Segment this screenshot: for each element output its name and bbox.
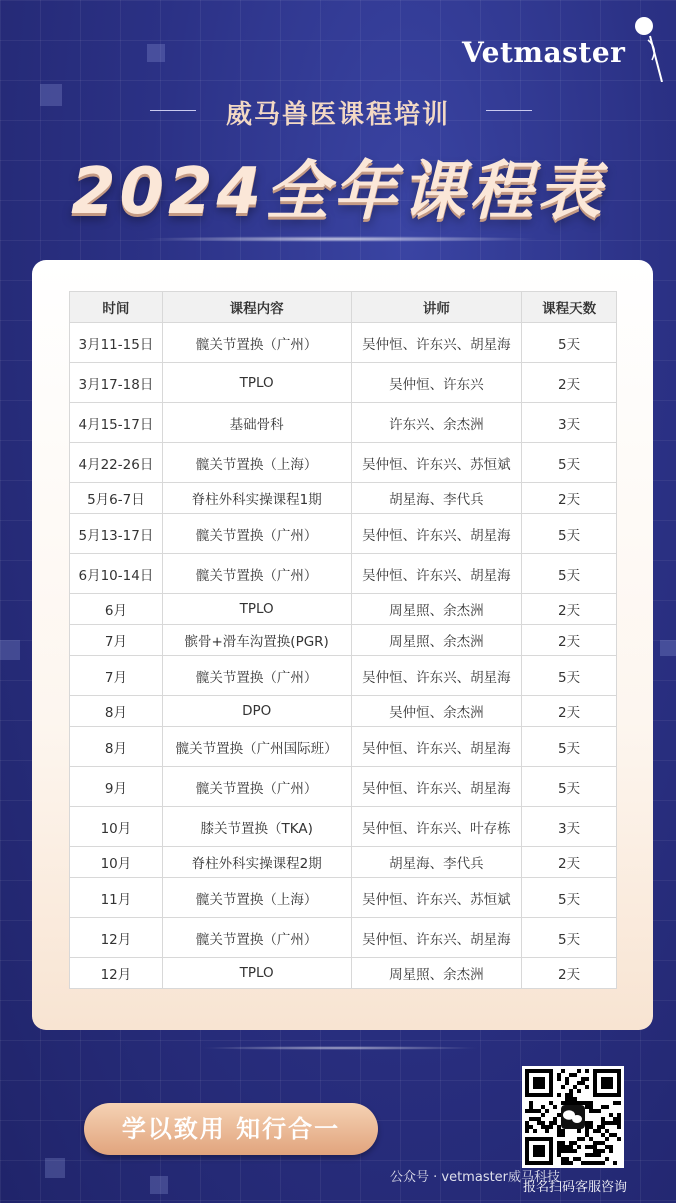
table-row — [70, 918, 617, 958]
cell-course: DPO — [162, 696, 351, 727]
cell-days: 2天 — [522, 625, 617, 656]
cell-days: 5天 — [522, 727, 617, 767]
table-row — [70, 514, 617, 554]
page-title: 2024全年课程表 — [70, 155, 606, 229]
cell-instructor: 许东兴、余杰洲 — [351, 403, 522, 443]
cell-days: 5天 — [522, 554, 617, 594]
cell-instructor: 吴仲恒、许东兴、胡星海 — [351, 767, 522, 807]
bottom-glow — [200, 1046, 480, 1050]
cell-time: 3月11-15日 — [70, 323, 163, 363]
qr-code-pattern — [522, 1066, 624, 1168]
cell-days: 5天 — [522, 323, 617, 363]
cell-instructor: 吴仲恒、许东兴、叶存栋 — [351, 807, 522, 847]
cell-time: 6月10-14日 — [70, 554, 163, 594]
cell-instructor: 吴仲恒、许东兴、胡星海 — [351, 918, 522, 958]
cell-instructor: 吴仲恒、许东兴、苏恒斌 — [351, 443, 522, 483]
cell-course: 脊柱外科实操课程2期 — [162, 847, 351, 878]
cell-time: 6月 — [70, 594, 163, 625]
table-row — [70, 847, 617, 878]
cell-instructor: 吴仲恒、许东兴、胡星海 — [351, 554, 522, 594]
cell-time: 5月13-17日 — [70, 514, 163, 554]
cell-time: 7月 — [70, 625, 163, 656]
table-row — [70, 594, 617, 625]
decor-square — [0, 640, 20, 660]
table-row — [70, 878, 617, 918]
cell-time: 9月 — [70, 767, 163, 807]
cell-time: 10月 — [70, 807, 163, 847]
slogan-badge: 学以致用 知行合一 — [84, 1103, 378, 1155]
table-row — [70, 625, 617, 656]
cell-time: 8月 — [70, 727, 163, 767]
cell-course: 髋关节置换（广州） — [162, 323, 351, 363]
decor-square — [147, 44, 165, 62]
cell-course: 脊柱外科实操课程1期 — [162, 483, 351, 514]
schedule-card — [32, 260, 653, 1030]
decor-square — [660, 640, 676, 656]
cell-instructor: 吴仲恒、许东兴、苏恒斌 — [351, 878, 522, 918]
cell-time: 5月6-7日 — [70, 483, 163, 514]
cell-course: TPLO — [162, 958, 351, 989]
cell-days: 5天 — [522, 918, 617, 958]
table-row — [70, 958, 617, 989]
table-row — [70, 696, 617, 727]
cell-days: 2天 — [522, 958, 617, 989]
cell-instructor: 吴仲恒、许东兴、胡星海 — [351, 514, 522, 554]
brand-logo: Vetmaster — [462, 36, 626, 69]
cell-instructor: 胡星海、李代兵 — [351, 483, 522, 514]
cell-time: 7月 — [70, 656, 163, 696]
cell-course: 基础骨科 — [162, 403, 351, 443]
header-instructor: 讲师 — [351, 292, 522, 323]
schedule-table — [69, 291, 617, 989]
cell-instructor: 吴仲恒、许东兴、胡星海 — [351, 323, 522, 363]
cell-course: 髋关节置换（广州） — [162, 514, 351, 554]
cell-course: 髋关节置换（广州） — [162, 554, 351, 594]
cell-days: 2天 — [522, 847, 617, 878]
cell-instructor: 胡星海、李代兵 — [351, 847, 522, 878]
cell-time: 12月 — [70, 918, 163, 958]
qr-code[interactable] — [522, 1066, 624, 1168]
cell-days: 5天 — [522, 443, 617, 483]
cell-course: 膝关节置换（TKA) — [162, 807, 351, 847]
cell-instructor: 吴仲恒、许东兴、胡星海 — [351, 727, 522, 767]
cell-days: 5天 — [522, 878, 617, 918]
cell-time: 8月 — [70, 696, 163, 727]
cell-time: 12月 — [70, 958, 163, 989]
table-row — [70, 767, 617, 807]
table-row — [70, 727, 617, 767]
cell-days: 5天 — [522, 767, 617, 807]
cell-time: 4月22-26日 — [70, 443, 163, 483]
table-row — [70, 807, 617, 847]
cell-instructor: 吴仲恒、许东兴、胡星海 — [351, 656, 522, 696]
table-row — [70, 483, 617, 514]
cell-days: 2天 — [522, 696, 617, 727]
cell-instructor: 周星照、余杰洲 — [351, 625, 522, 656]
decor-square — [45, 1158, 65, 1178]
table-row — [70, 363, 617, 403]
cell-days: 5天 — [522, 656, 617, 696]
cell-instructor: 周星照、余杰洲 — [351, 594, 522, 625]
table-row — [70, 323, 617, 363]
page-subtitle: 威马兽医课程培训 — [225, 100, 450, 130]
cell-instructor: 吴仲恒、许东兴 — [351, 363, 522, 403]
official-account-watermark: 公众号 · vetmaster威马科技 — [390, 1170, 561, 1185]
cell-days: 5天 — [522, 514, 617, 554]
table-row — [70, 554, 617, 594]
cell-time: 4月15-17日 — [70, 403, 163, 443]
cell-course: 髋关节置换（上海） — [162, 443, 351, 483]
table-row — [70, 443, 617, 483]
cell-days: 2天 — [522, 594, 617, 625]
cell-course: 髋关节置换（广州） — [162, 767, 351, 807]
brand-mark-icon — [628, 12, 668, 82]
wechat-bubble — [572, 1115, 582, 1123]
cell-course: 髌骨+滑车沟置换(PGR) — [162, 625, 351, 656]
decor-square — [150, 1176, 168, 1194]
cell-days: 3天 — [522, 807, 617, 847]
cell-course: 髋关节置换（上海） — [162, 878, 351, 918]
cell-instructor: 周星照、余杰洲 — [351, 958, 522, 989]
table-header-row — [70, 292, 617, 323]
cell-instructor: 吴仲恒、余杰洲 — [351, 696, 522, 727]
header-days: 课程天数 — [522, 292, 617, 323]
header-time: 时间 — [70, 292, 163, 323]
cell-days: 3天 — [522, 403, 617, 443]
table-row — [70, 656, 617, 696]
cell-course: TPLO — [162, 594, 351, 625]
cell-course: 髋关节置换（广州国际班） — [162, 727, 351, 767]
header-course: 课程内容 — [162, 292, 351, 323]
qr-caption: 报名扫码客服咨询 — [522, 1180, 627, 1195]
cell-time: 3月17-18日 — [70, 363, 163, 403]
cell-time: 11月 — [70, 878, 163, 918]
title-glow — [140, 236, 540, 242]
subtitle-rule-right — [486, 110, 532, 111]
cell-course: 髋关节置换（广州） — [162, 656, 351, 696]
cell-course: TPLO — [162, 363, 351, 403]
cell-course: 髋关节置换（广州） — [162, 918, 351, 958]
table-row — [70, 403, 617, 443]
cell-days: 2天 — [522, 363, 617, 403]
cell-days: 2天 — [522, 483, 617, 514]
cell-time: 10月 — [70, 847, 163, 878]
